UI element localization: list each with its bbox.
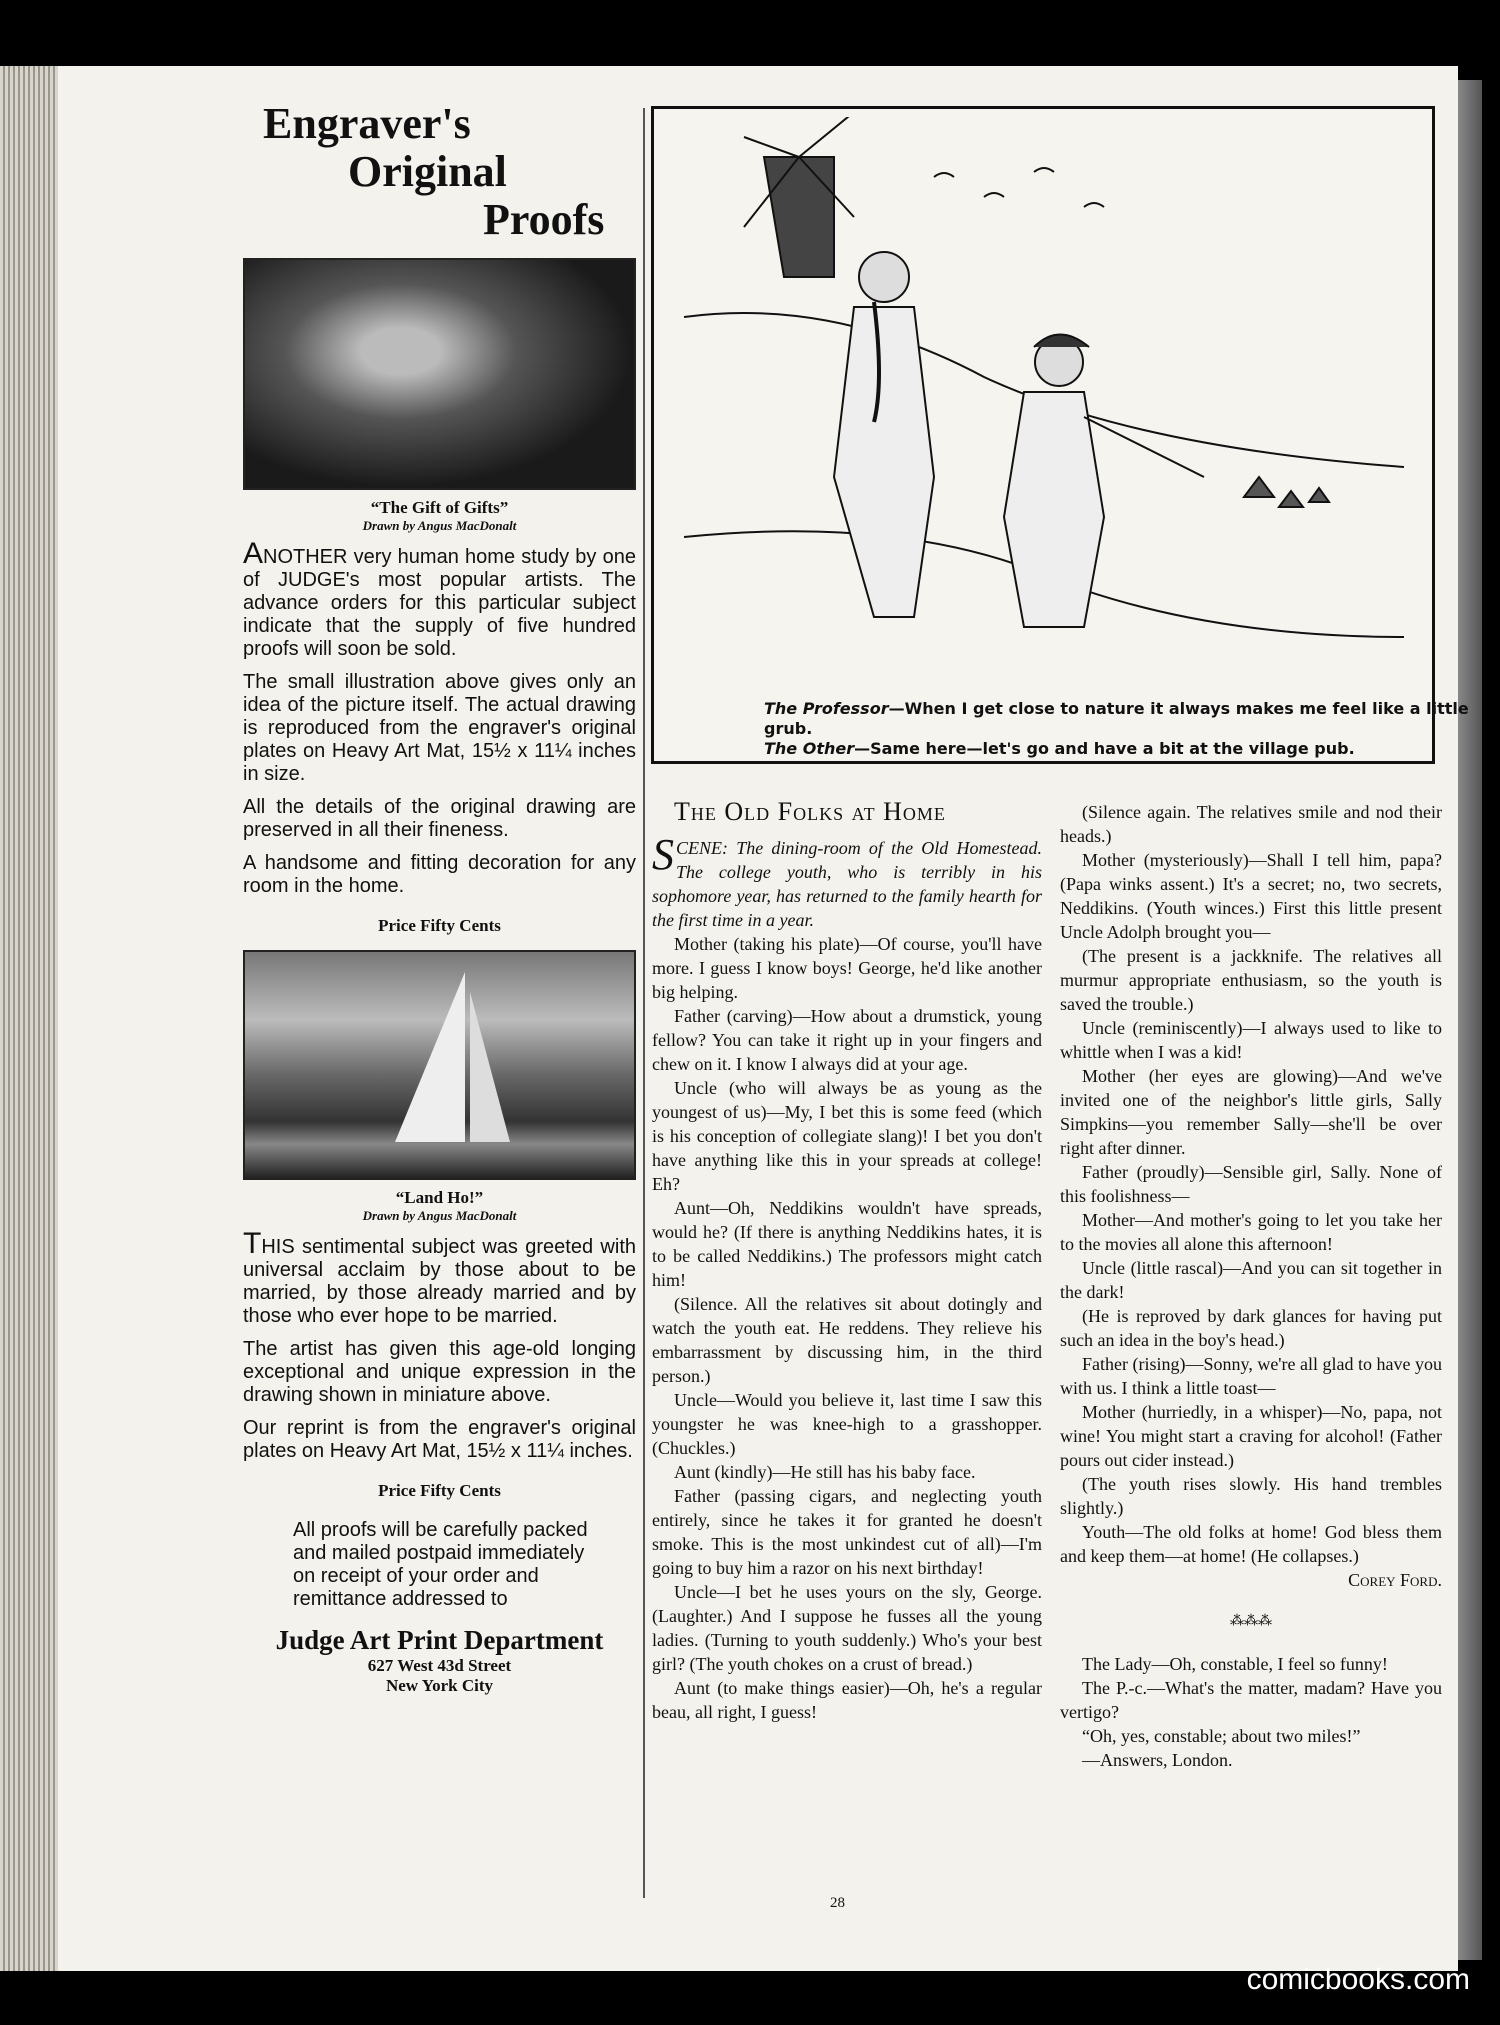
story-paragraph: (The present is a jackknife. The relatives all murmur appropriate enthusiasm, so the youth is saved the trouble.) [1060, 946, 1442, 1014]
column-divider [643, 108, 645, 1898]
joke-line: The Lady—Oh, constable, I feel so funny! [1082, 1654, 1388, 1674]
ad-paragraph-1: ANOTHER very human home study by one of JUDGE's most popular artists. The advance orders for this particular subject indicate that the supply of five hundred proofs will soon be sold. [243, 537, 636, 660]
ad-title-line-1: Engraver's [263, 99, 471, 148]
order-instructions: All proofs will be carefully packed and mailed postpaid immediately on receipt of your order and remittance addressed to [293, 1519, 588, 1610]
story-paragraph: Aunt—Oh, Neddikins wouldn't have spreads, would he? (If there is anything Neddikins hates, it is to be called Neddikins.) The professors might catch him! [652, 1198, 1042, 1290]
price-label-1: Price Fifty Cents [378, 916, 501, 935]
story-paragraph: Mother (mysteriously)—Shall I tell him, papa? (Papa winks assent.) It's a secret; no, two secrets, Neddikins. (Youth winces.) First this little present Uncle Adolph brought you— [1060, 850, 1442, 942]
ad-paragraph-4: A handsome and fitting decoration for any room in the home. [243, 852, 636, 897]
story-paragraph: (He is reproved by dark glances for having put such an idea in the boy's head.) [1060, 1306, 1442, 1350]
joke-line: The P.-c.—What's the matter, madam? Have you vertigo? [1060, 1678, 1442, 1722]
ad-title-line-3: Proofs [483, 195, 605, 244]
story-paragraph: Father (carving)—How about a drumstick, young fellow? You can take it right up in your fingers and chew on it. I know I always did at your age. [652, 1006, 1042, 1074]
story-author: Corey Ford. [1348, 1570, 1442, 1590]
story-paragraph: (Silence again. The relatives smile and nod their heads.) [1060, 802, 1442, 846]
story-paragraph: Mother (her eyes are glowing)—And we've invited one of the neighbor's little girls, Sally Simpkins—you remember Sally—she'll be over right after dinner. [1060, 1066, 1442, 1158]
story-paragraph: Youth—The old folks at home! God bless them and keep them—at home! (He collapses.) [1060, 1522, 1442, 1566]
picture2-credit: Drawn by Angus MacDonalt [362, 1208, 517, 1223]
cartoon-caption-line-2: The Other—Same here—let's go and have a bit at the village pub. [764, 739, 1355, 758]
story-column-right [1060, 800, 1442, 1772]
picture1-credit: Drawn by Angus MacDonalt [362, 518, 517, 533]
story-paragraph: Uncle (reminiscently)—I always used to like to whittle when I was a kid! [1060, 1018, 1442, 1062]
ad-title-line-2: Original [348, 147, 507, 196]
cartoon-drawing [684, 117, 1404, 687]
story-paragraph: Aunt (to make things easier)—Oh, he's a regular beau, all right, I guess! [652, 1678, 1042, 1722]
story-paragraph: Mother (hurriedly, in a whisper)—No, papa, not wine! You might start a craving for alcohol! (Father pours out cider instead.) [1060, 1402, 1442, 1470]
picture1-caption: “The Gift of Gifts” [370, 498, 509, 517]
page-number: 28 [830, 1895, 845, 1911]
ad-paragraph-6: The artist has given this age-old longing exceptional and unique expression in the drawing shown in miniature above. [243, 1338, 636, 1406]
joke-line: —Answers, London. [1082, 1750, 1233, 1770]
cartoon-panel [651, 106, 1469, 764]
story-paragraph: Mother (taking his plate)—Of course, you'll have more. I guess I know boys! George, he'd like another big helping. [652, 934, 1042, 1002]
story-paragraph: Mother—And mother's going to let you take her to the movies all alone this afternoon! [1060, 1210, 1442, 1254]
page-edge [1458, 80, 1482, 1960]
gift-of-gifts-illustration [243, 258, 636, 490]
story-column-middle [652, 797, 1042, 1724]
story-paragraphs-middle [652, 932, 1042, 1724]
story-paragraph: Uncle—I bet he uses yours on the sly, George. (Laughter.) And I suppose he fusses all the young ladies. (Turning to youth suddenly.) Who's your best girl? (The youth chokes on a crust of bread.) [652, 1582, 1042, 1674]
story-paragraph: Uncle—Would you believe it, last time I saw this youngster he was knee-high to a grasshopper. (Chuckles.) [652, 1390, 1042, 1458]
story-paragraph: Uncle (who will always be as young as the youngest of us)—My, I bet this is some feed (which is his conception of collegiate slang)! I bet you don't have anything like this in your spreads at college! Eh? [652, 1078, 1042, 1194]
ad-paragraph-2: The small illustration above gives only an idea of the picture itself. The actual drawing is reproduced from the engraver's original plates on Heavy Art Mat, 15½ x 11¼ inches in size. [243, 671, 636, 785]
book-spine-edge [0, 66, 58, 1971]
price-label-2: Price Fifty Cents [378, 1481, 501, 1500]
story-paragraph: Father (proudly)—Sensible girl, Sally. None of this foolishness— [1060, 1162, 1442, 1206]
ad-paragraph-7: Our reprint is from the engraver's original plates on Heavy Art Mat, 15½ x 11¼ inches. [243, 1417, 636, 1462]
story-paragraphs-right [1060, 800, 1442, 1568]
art-print-advertisement [243, 100, 636, 1696]
joke-line: “Oh, yes, constable; about two miles!” [1082, 1726, 1361, 1746]
story-title: The Old Folks at Home [674, 797, 946, 826]
land-ho-illustration [243, 950, 636, 1180]
picture2-caption: “Land Ho!” [395, 1188, 484, 1207]
section-separator: ⁂⁂⁂ [1230, 1614, 1272, 1629]
cartoon-caption-line-1: The Professor—When I get close to nature it always makes me feel like a little grub. [764, 699, 1469, 738]
story-paragraph: (Silence. All the relatives sit about dotingly and watch the youth eat. He reddens. They relieve his embarrassment by discussing him, in the third person.) [652, 1294, 1042, 1386]
story-paragraph: (The youth rises slowly. His hand trembles slightly.) [1060, 1474, 1442, 1518]
story-paragraph: Father (passing cigars, and neglecting youth entirely, since he takes it for granted he doesn't smoke. This is the most unkindest cut of all)—I'm going to buy him a razor on his next birthday! [652, 1486, 1042, 1578]
ad-paragraph-3: All the details of the original drawing are preserved in all their fineness. [243, 796, 636, 841]
address-street: 627 West 43d Street [367, 1656, 512, 1675]
story-paragraph: Aunt (kindly)—He still has his baby face. [674, 1462, 976, 1482]
watermark: comicbooks.com [1246, 1963, 1470, 1996]
department-name: Judge Art Print Department [275, 1625, 604, 1655]
joke [1060, 1652, 1442, 1772]
address-city: New York City [385, 1676, 494, 1695]
story-paragraph: Father (rising)—Sonny, we're all glad to have you with us. I think a little toast— [1060, 1354, 1442, 1398]
ad-paragraph-5: THIS sentimental subject was greeted with universal acclaim by those about to be married, by those already married and by those who ever hope to be married. [243, 1227, 636, 1327]
story-paragraph: Uncle (little rascal)—And you can sit together in the dark! [1060, 1258, 1442, 1302]
scene-description: SCENE: The dining-room of the Old Homestead. The college youth, who is terribly in his sophomore year, has returned to the family hearth for the first time in a year. [652, 830, 1042, 930]
